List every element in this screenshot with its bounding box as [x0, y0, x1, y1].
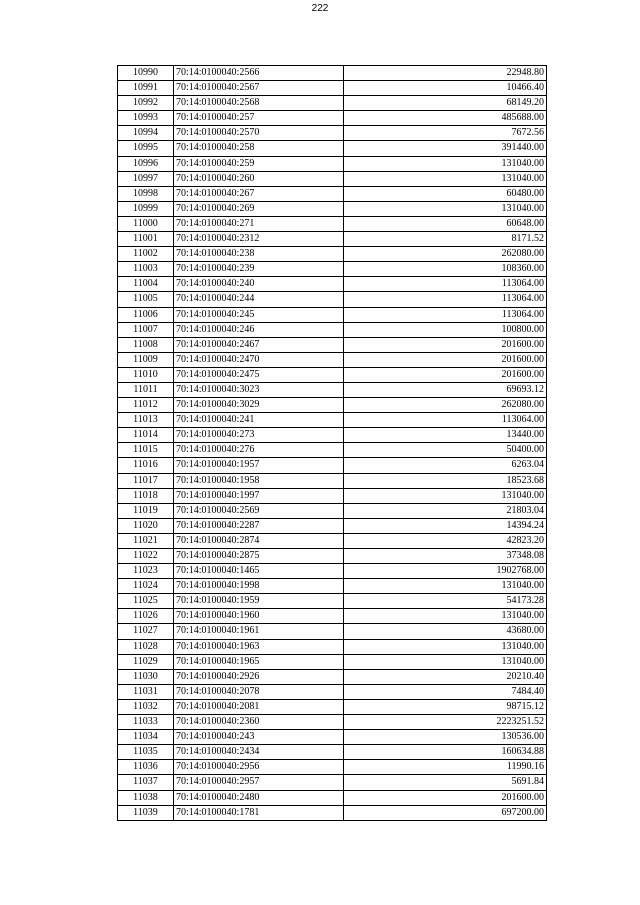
value-cell: 113064.00: [344, 277, 547, 292]
value-cell: 7672.56: [344, 126, 547, 141]
value-cell: 5691.84: [344, 775, 547, 790]
cadastral-number-cell: 70:14:0100040:1961: [174, 624, 344, 639]
row-number-cell: 10996: [118, 156, 174, 171]
table-row: [118, 715, 547, 730]
row-number-cell: 11026: [118, 609, 174, 624]
value-cell: 98715.12: [344, 699, 547, 714]
cadastral-number-cell: 70:14:0100040:269: [174, 201, 344, 216]
row-number-cell: 11034: [118, 730, 174, 745]
cadastral-number-cell: 70:14:0100040:2957: [174, 775, 344, 790]
row-number-cell: 11015: [118, 443, 174, 458]
value-cell: 20210.40: [344, 669, 547, 684]
row-number-cell: 11001: [118, 232, 174, 247]
value-cell: 201600.00: [344, 790, 547, 805]
cadastral-number-cell: 70:14:0100040:2287: [174, 518, 344, 533]
table-row: [118, 775, 547, 790]
value-cell: 262080.00: [344, 398, 547, 413]
row-number-cell: 11021: [118, 533, 174, 548]
table-row: [118, 805, 547, 820]
value-cell: 43680.00: [344, 624, 547, 639]
table-row: [118, 609, 547, 624]
table-row: [118, 443, 547, 458]
cadastral-number-cell: 70:14:0100040:1957: [174, 458, 344, 473]
row-number-cell: 11016: [118, 458, 174, 473]
table-row: [118, 262, 547, 277]
table-row: [118, 790, 547, 805]
row-number-cell: 11033: [118, 715, 174, 730]
value-cell: 391440.00: [344, 141, 547, 156]
row-number-cell: 10993: [118, 111, 174, 126]
row-number-cell: 10994: [118, 126, 174, 141]
cadastral-number-cell: 70:14:0100040:2567: [174, 81, 344, 96]
row-number-cell: 11018: [118, 488, 174, 503]
table-row: [118, 730, 547, 745]
cadastral-number-cell: 70:14:0100040:2956: [174, 760, 344, 775]
value-cell: 2223251.52: [344, 715, 547, 730]
cadastral-number-cell: 70:14:0100040:260: [174, 171, 344, 186]
cadastral-number-cell: 70:14:0100040:244: [174, 292, 344, 307]
table-row: [118, 292, 547, 307]
row-number-cell: 11024: [118, 579, 174, 594]
table-row: [118, 141, 547, 156]
row-number-cell: 10997: [118, 171, 174, 186]
cadastral-number-cell: 70:14:0100040:2467: [174, 337, 344, 352]
table-row: [118, 382, 547, 397]
cadastral-number-cell: 70:14:0100040:2875: [174, 549, 344, 564]
row-number-cell: 11030: [118, 669, 174, 684]
value-cell: 54173.28: [344, 594, 547, 609]
table-row: [118, 624, 547, 639]
table-row: [118, 684, 547, 699]
cadastral-number-cell: 70:14:0100040:1465: [174, 564, 344, 579]
cadastral-number-cell: 70:14:0100040:2312: [174, 232, 344, 247]
value-cell: 131040.00: [344, 488, 547, 503]
cadastral-number-cell: 70:14:0100040:241: [174, 413, 344, 428]
table-row: [118, 367, 547, 382]
row-number-cell: 11038: [118, 790, 174, 805]
value-cell: 201600.00: [344, 337, 547, 352]
row-number-cell: 11039: [118, 805, 174, 820]
cadastral-number-cell: 70:14:0100040:2081: [174, 699, 344, 714]
cadastral-number-cell: 70:14:0100040:2480: [174, 790, 344, 805]
row-number-cell: 11010: [118, 367, 174, 382]
table-row: [118, 216, 547, 231]
table-row: [118, 594, 547, 609]
row-number-cell: 11027: [118, 624, 174, 639]
row-number-cell: 11019: [118, 503, 174, 518]
table-row: [118, 760, 547, 775]
row-number-cell: 11031: [118, 684, 174, 699]
table-row: [118, 745, 547, 760]
value-cell: 14394.24: [344, 518, 547, 533]
row-number-cell: 11003: [118, 262, 174, 277]
value-cell: 60648.00: [344, 216, 547, 231]
table-row: [118, 699, 547, 714]
cadastral-number-cell: 70:14:0100040:245: [174, 307, 344, 322]
row-number-cell: 11025: [118, 594, 174, 609]
cadastral-number-cell: 70:14:0100040:243: [174, 730, 344, 745]
table-row: [118, 428, 547, 443]
cadastral-number-cell: 70:14:0100040:1965: [174, 654, 344, 669]
cadastral-number-cell: 70:14:0100040:2926: [174, 669, 344, 684]
cadastral-number-cell: 70:14:0100040:1958: [174, 473, 344, 488]
table-row: [118, 337, 547, 352]
value-cell: 113064.00: [344, 292, 547, 307]
table-row: [118, 81, 547, 96]
row-number-cell: 11012: [118, 398, 174, 413]
value-cell: 50400.00: [344, 443, 547, 458]
table-row: [118, 654, 547, 669]
row-number-cell: 11002: [118, 247, 174, 262]
value-cell: 485688.00: [344, 111, 547, 126]
value-cell: 131040.00: [344, 156, 547, 171]
row-number-cell: 11009: [118, 352, 174, 367]
table-row: [118, 503, 547, 518]
row-number-cell: 11022: [118, 549, 174, 564]
row-number-cell: 11023: [118, 564, 174, 579]
value-cell: 131040.00: [344, 171, 547, 186]
table-row: [118, 398, 547, 413]
table-row: [118, 247, 547, 262]
value-cell: 22948.80: [344, 66, 547, 81]
value-cell: 69693.12: [344, 382, 547, 397]
row-number-cell: 11032: [118, 699, 174, 714]
value-cell: 11990.16: [344, 760, 547, 775]
cadastral-number-cell: 70:14:0100040:273: [174, 428, 344, 443]
table-row: [118, 458, 547, 473]
cadastral-number-cell: 70:14:0100040:1781: [174, 805, 344, 820]
row-number-cell: 11004: [118, 277, 174, 292]
table-row: [118, 473, 547, 488]
row-number-cell: 11008: [118, 337, 174, 352]
table-row: [118, 277, 547, 292]
cadastral-number-cell: 70:14:0100040:1960: [174, 609, 344, 624]
value-cell: 68149.20: [344, 96, 547, 111]
row-number-cell: 10992: [118, 96, 174, 111]
value-cell: 262080.00: [344, 247, 547, 262]
cadastral-number-cell: 70:14:0100040:2434: [174, 745, 344, 760]
value-cell: 10466.40: [344, 81, 547, 96]
cadastral-number-cell: 70:14:0100040:2570: [174, 126, 344, 141]
table-row: [118, 186, 547, 201]
row-number-cell: 11037: [118, 775, 174, 790]
cadastral-number-cell: 70:14:0100040:2568: [174, 96, 344, 111]
value-cell: 160634.88: [344, 745, 547, 760]
row-number-cell: 11005: [118, 292, 174, 307]
cadastral-number-cell: 70:14:0100040:271: [174, 216, 344, 231]
row-number-cell: 11036: [118, 760, 174, 775]
cadastral-number-cell: 70:14:0100040:1997: [174, 488, 344, 503]
value-cell: 60480.00: [344, 186, 547, 201]
value-cell: 130536.00: [344, 730, 547, 745]
cadastral-number-cell: 70:14:0100040:258: [174, 141, 344, 156]
value-cell: 100800.00: [344, 322, 547, 337]
cadastral-number-cell: 70:14:0100040:1998: [174, 579, 344, 594]
value-cell: 13440.00: [344, 428, 547, 443]
row-number-cell: 11007: [118, 322, 174, 337]
table-row: [118, 171, 547, 186]
cadastral-number-cell: 70:14:0100040:276: [174, 443, 344, 458]
table-row: [118, 232, 547, 247]
cadastral-number-cell: 70:14:0100040:1963: [174, 639, 344, 654]
table-row: [118, 579, 547, 594]
table-row: [118, 111, 547, 126]
cadastral-number-cell: 70:14:0100040:240: [174, 277, 344, 292]
row-number-cell: 11013: [118, 413, 174, 428]
row-number-cell: 10991: [118, 81, 174, 96]
table-row: [118, 126, 547, 141]
value-cell: 113064.00: [344, 307, 547, 322]
row-number-cell: 11006: [118, 307, 174, 322]
value-cell: 131040.00: [344, 579, 547, 594]
table-row: [118, 533, 547, 548]
cadastral-number-cell: 70:14:0100040:3023: [174, 382, 344, 397]
row-number-cell: 11014: [118, 428, 174, 443]
row-number-cell: 11011: [118, 382, 174, 397]
table-row: [118, 518, 547, 533]
value-cell: 131040.00: [344, 654, 547, 669]
cadastral-number-cell: 70:14:0100040:2475: [174, 367, 344, 382]
row-number-cell: 10995: [118, 141, 174, 156]
cadastral-number-cell: 70:14:0100040:3029: [174, 398, 344, 413]
table-row: [118, 352, 547, 367]
value-cell: 131040.00: [344, 609, 547, 624]
table-row: [118, 156, 547, 171]
table-row: [118, 201, 547, 216]
table-row: [118, 669, 547, 684]
row-number-cell: 10998: [118, 186, 174, 201]
row-number-cell: 11029: [118, 654, 174, 669]
row-number-cell: 10990: [118, 66, 174, 81]
table-row: [118, 322, 547, 337]
value-cell: 37348.08: [344, 549, 547, 564]
value-cell: 21803.04: [344, 503, 547, 518]
row-number-cell: 11028: [118, 639, 174, 654]
cadastral-number-cell: 70:14:0100040:257: [174, 111, 344, 126]
cadastral-number-cell: 70:14:0100040:259: [174, 156, 344, 171]
value-cell: 108360.00: [344, 262, 547, 277]
cadastral-number-cell: 70:14:0100040:2078: [174, 684, 344, 699]
value-cell: 6263.04: [344, 458, 547, 473]
data-table: [117, 65, 547, 821]
cadastral-number-cell: 70:14:0100040:239: [174, 262, 344, 277]
cadastral-number-cell: 70:14:0100040:1959: [174, 594, 344, 609]
value-cell: 201600.00: [344, 352, 547, 367]
table-body: [118, 66, 547, 821]
cadastral-number-cell: 70:14:0100040:2470: [174, 352, 344, 367]
value-cell: 697200.00: [344, 805, 547, 820]
table-row: [118, 549, 547, 564]
table-row: [118, 639, 547, 654]
value-cell: 131040.00: [344, 639, 547, 654]
value-cell: 201600.00: [344, 367, 547, 382]
table-row: [118, 564, 547, 579]
value-cell: 18523.68: [344, 473, 547, 488]
row-number-cell: 11020: [118, 518, 174, 533]
cadastral-number-cell: 70:14:0100040:246: [174, 322, 344, 337]
value-cell: 7484.40: [344, 684, 547, 699]
value-cell: 113064.00: [344, 413, 547, 428]
value-cell: 8171.52: [344, 232, 547, 247]
table-row: [118, 488, 547, 503]
row-number-cell: 11000: [118, 216, 174, 231]
table-row: [118, 66, 547, 81]
table-row: [118, 307, 547, 322]
row-number-cell: 11035: [118, 745, 174, 760]
cadastral-number-cell: 70:14:0100040:2566: [174, 66, 344, 81]
value-cell: 131040.00: [344, 201, 547, 216]
table-row: [118, 96, 547, 111]
cadastral-number-cell: 70:14:0100040:2360: [174, 715, 344, 730]
page-number: 222: [311, 3, 329, 14]
value-cell: 42823.20: [344, 533, 547, 548]
row-number-cell: 11017: [118, 473, 174, 488]
cadastral-number-cell: 70:14:0100040:267: [174, 186, 344, 201]
cadastral-number-cell: 70:14:0100040:2569: [174, 503, 344, 518]
cadastral-number-cell: 70:14:0100040:238: [174, 247, 344, 262]
table-row: [118, 413, 547, 428]
cadastral-number-cell: 70:14:0100040:2874: [174, 533, 344, 548]
row-number-cell: 10999: [118, 201, 174, 216]
value-cell: 1902768.00: [344, 564, 547, 579]
